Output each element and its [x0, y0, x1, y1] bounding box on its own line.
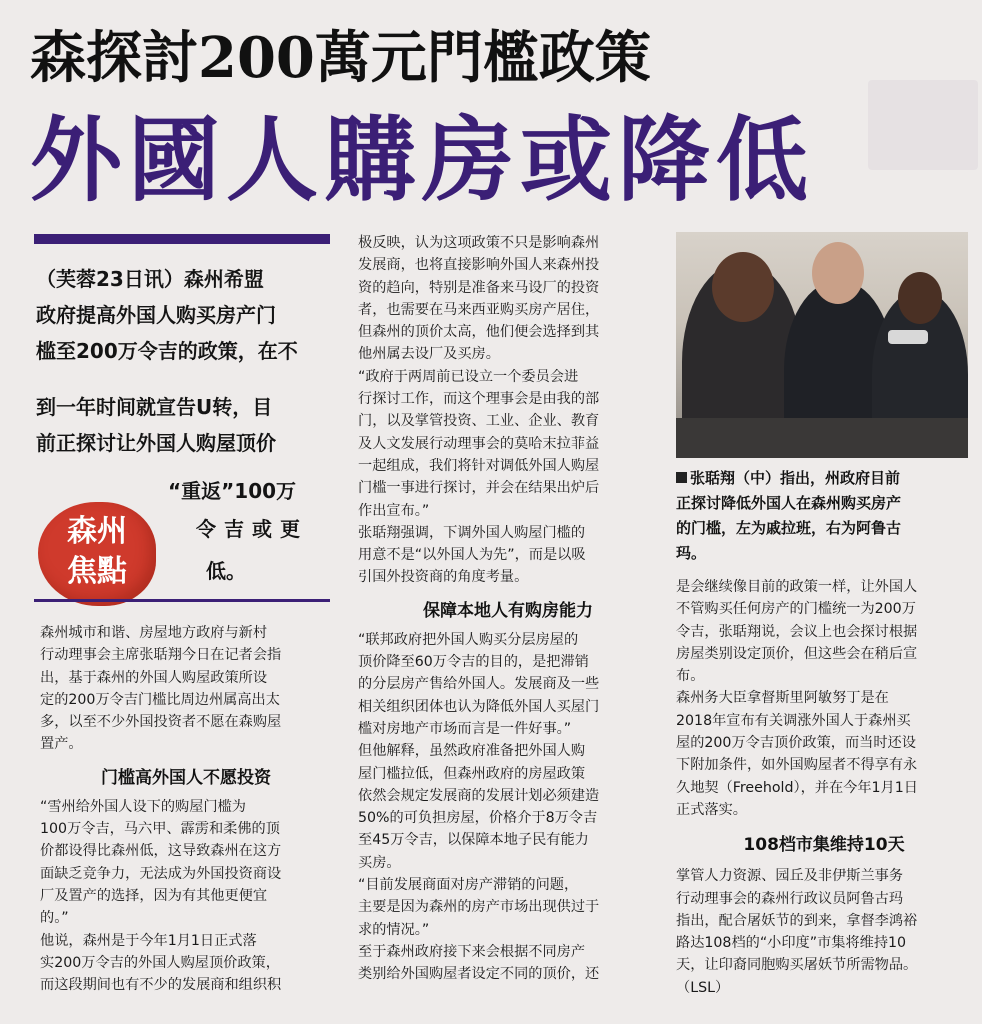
text-line: 2018年宣布有关调涨外国人于森州买 — [676, 712, 911, 729]
subheading: 保障本地人有购房能力 — [423, 600, 593, 621]
text-line: 极反映，认为这项政策不只是影响森州 — [358, 235, 600, 251]
text-line: 厂及置产的选择，因为有其他更便宜 — [40, 887, 268, 904]
caption-line: 正探讨降低外国人在森州购买房产 — [676, 494, 902, 512]
text-line: 发展商，也将直接影响外国人来森州投 — [358, 257, 600, 274]
person-left-head — [712, 252, 774, 322]
lead-top-rule — [34, 234, 330, 244]
caption-line: 的门槛，左为戚拉班，右为阿鲁古 — [676, 519, 902, 537]
lead-line: （芙蓉23日讯）森州希盟 — [36, 267, 264, 291]
text-line: 久地契（Freehold），并在今年1月1日 — [676, 779, 918, 796]
text-line: 作出宣布。” — [358, 502, 430, 519]
text-line: 引国外投资商的角度考量。 — [358, 569, 529, 586]
text-line: 森州城市和谐、房屋地方政府与新村 — [40, 625, 268, 641]
lead-line: “重返”100万 — [168, 479, 297, 503]
section-badge — [38, 502, 156, 606]
text-line: 张聒翔强调，下调外国人购屋门槛的 — [358, 524, 586, 541]
text-line: 令吉，张聒翔说，会议上也会探讨根据 — [676, 623, 918, 640]
badge-line: 焦點 — [67, 554, 127, 589]
text-line: 50%的可负担房屋，价格介于8万令吉 — [358, 810, 598, 827]
lead-line: 令吉或更 — [196, 517, 308, 541]
text-line: 的分层房产售给外国人。发展商及一些 — [358, 676, 600, 693]
caption-marker-icon — [676, 472, 687, 483]
table — [676, 418, 968, 458]
text-line: 指出，配合屠妖节的到来，拿督李鸿裕 — [676, 912, 918, 929]
lead-line: 到一年时间就宣告U转，目 — [36, 395, 273, 419]
subheading: 门槛高外国人不愿投资 — [101, 767, 271, 788]
text-line: 至于森州政府接下来会根据不同房产 — [358, 943, 586, 960]
text-line: 天，让印裔同胞购买屠妖节所需物品。 — [676, 957, 918, 974]
text-line: 多，以至不少外国投资者不愿在森购屋 — [40, 714, 282, 731]
faded-background-text — [868, 80, 978, 170]
text-line: 但森州的顶价太高，他们便会选择到其 — [358, 324, 600, 341]
text-line: 布。 — [676, 668, 705, 685]
caption-text: 张聒翔（中）指出，州政府目前 — [690, 469, 901, 487]
text-line: “目前发展商面对房产滞销的问题， — [358, 877, 579, 894]
text-line: 他说，森州是于今年1月1日正式落 — [40, 932, 257, 949]
lead-line: 政府提高外国人购买房产门 — [36, 303, 276, 327]
text-line: 行动理事会的森州行政议员阿鲁古玛 — [676, 890, 904, 907]
text-line: 置产。 — [40, 736, 83, 753]
text-line: 屋门槛拉低，但森州政府的房屋政策 — [358, 765, 586, 782]
headline-top: 森探討200萬元門檻政策 — [30, 25, 651, 91]
text-line: 行动理事会主席张聒翔今日在记者会指 — [40, 647, 282, 664]
text-line: 出，基于森州的外国人购屋政策所设 — [40, 669, 268, 686]
text-line: 掌管人力资源、园丘及非伊斯兰事务 — [676, 868, 904, 885]
text-line: 正式落实。 — [676, 801, 747, 818]
headline-main: 外國人購房或降低 — [30, 106, 815, 214]
text-line: 门槛一事进行探讨，并会在结果出炉后 — [358, 480, 600, 497]
text-line: 顶价降至60万令吉的目的，是把滞销 — [358, 654, 589, 671]
column-2 — [358, 232, 658, 986]
text-line: 屋的200万令吉顶价政策，而当时还设 — [676, 735, 916, 752]
text-line: 门，以及掌管投资、工业、企业、教育 — [358, 413, 600, 430]
text-line: 主要是因为森州的房产市场出现供过于 — [358, 899, 600, 916]
lead-line: 槛至200万令吉的政策，在不 — [36, 339, 298, 363]
caption-line: 玛。 — [676, 544, 707, 562]
lead-bottom-rule — [34, 599, 330, 602]
text-line: 槛对房地产市场而言是一件好事。” — [358, 720, 572, 737]
subheading: 108档市集维持10天 — [743, 835, 905, 856]
text-line: （LSL） — [676, 979, 730, 996]
text-line: 定的200万令吉门槛比周边州属高出太 — [40, 691, 280, 708]
text-line: 实200万令吉的外国人购屋顶价政策， — [40, 954, 280, 971]
text-line: 买房。 — [358, 854, 401, 871]
text-line: 而这段期间也有不少的发展商和组织积 — [40, 977, 282, 994]
text-line: “联邦政府把外国人购买分层房屋的 — [358, 631, 579, 648]
text-line: “政府于两周前已设立一个委员会进 — [358, 368, 579, 385]
column-3 — [676, 576, 972, 999]
text-line: 至45万令吉，以保障本地子民有能力 — [358, 832, 589, 849]
text-line: 类别给外国购屋者设定不同的顶价，还 — [358, 966, 600, 983]
text-line: 100万令吉，马六甲、霹雳和柔佛的顶 — [40, 821, 280, 838]
caption-line — [676, 466, 972, 491]
text-line: 用意不是“以外国人为先”，而是以吸 — [358, 547, 586, 564]
text-line: 路达108档的“小印度”市集将维持10 — [676, 935, 907, 952]
text-line: 但他解释，虽然政府准备把外国人购 — [358, 743, 586, 760]
text-line: 森州务大臣拿督斯里阿敏努丁是在 — [676, 690, 889, 707]
photo-caption — [676, 466, 972, 566]
text-line: 及人文发展行动理事会的莫哈末拉菲益 — [358, 435, 600, 452]
text-line: “雪州给外国人设下的购屋门槛为 — [40, 798, 246, 815]
text-line: 行探讨工作，而这个理事会是由我的部 — [358, 391, 600, 408]
badge-line: 森州 — [67, 514, 127, 549]
lead-line: 低。 — [206, 559, 246, 583]
person-center-head — [812, 242, 864, 304]
text-line: 下附加条件，如外国购屋者不得享有永 — [676, 757, 918, 774]
text-line: 的。” — [40, 910, 69, 927]
text-line: 不管购买任何房产的门槛统一为200万 — [676, 601, 916, 618]
text-line: 求的情况。” — [358, 921, 430, 938]
text-line: 一起组成，我们将针对调低外国人购屋 — [358, 457, 600, 474]
text-line: 价都设得比森州低，这导致森州在这方 — [40, 843, 282, 860]
microphone-icon — [888, 330, 928, 344]
text-line: 是会继续像目前的政策一样，让外国人 — [676, 579, 918, 595]
text-line: 他州属去设厂及买房。 — [358, 346, 500, 363]
column-1 — [40, 622, 332, 996]
text-line: 依然会规定发展商的发展计划必须建造 — [358, 787, 600, 804]
text-line: 面缺乏竞争力，无法成为外国投资商设 — [40, 865, 282, 882]
lead-line: 前正探讨让外国人购屋顶价 — [36, 431, 276, 455]
text-line: 房屋类别设定顶价，但这些会在稍后宣 — [676, 645, 918, 662]
press-conference-photo — [676, 232, 968, 458]
text-line: 者，也需要在马来西亚购买房产居住， — [358, 301, 600, 318]
text-line: 相关组织团体也认为降低外国人买屋门 — [358, 698, 600, 715]
text-line: 资的趋向，特别是准备来马设厂的投资 — [358, 279, 600, 296]
person-right-head — [898, 272, 942, 324]
